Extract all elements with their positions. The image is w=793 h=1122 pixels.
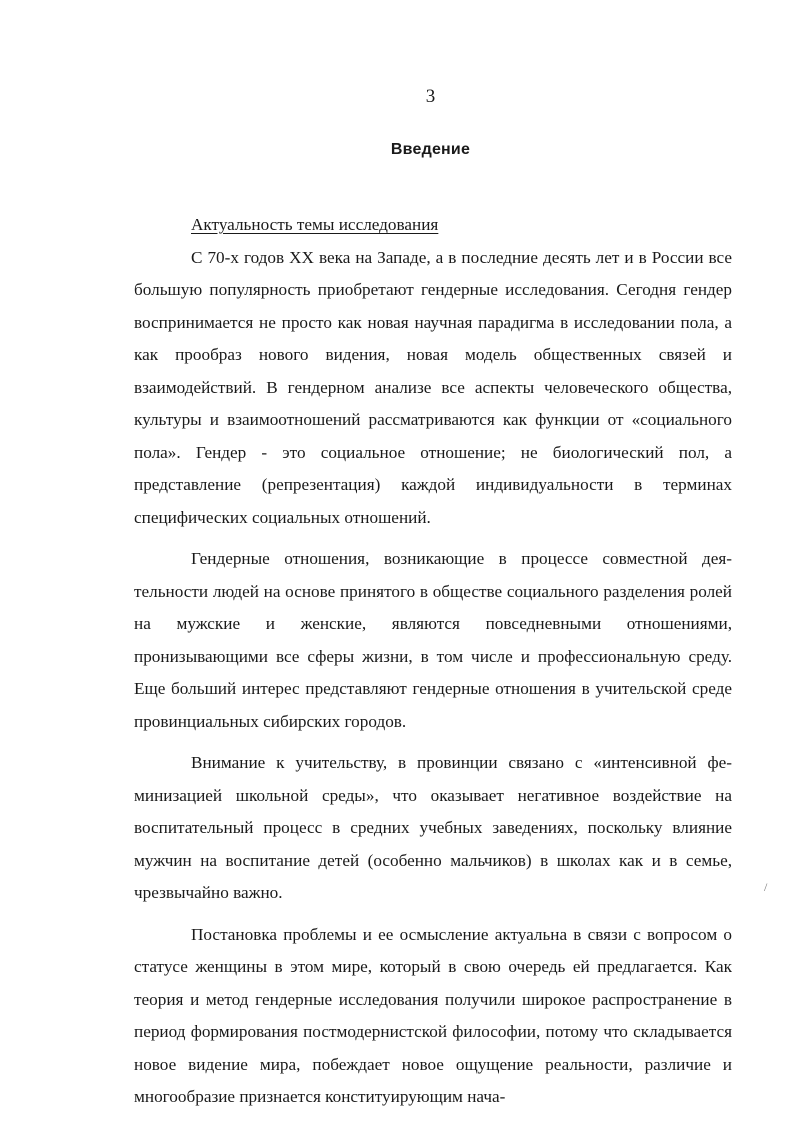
scan-mark: / — [764, 880, 768, 894]
page-number: 3 — [425, 86, 436, 107]
section-heading: Актуальность темы исследования — [191, 215, 439, 234]
body-text — [134, 209, 732, 1114]
paragraph-3: Внимание к учительству, в провинции связано с «интенсивной феминизацией школьной среды», что оказывает негативное воздействие на воспитательный процесс в средних учебных заведениях, поскольку влияние мужчин на воспитание детей (особенно мальчиков) в школах как и в семье, чрезвычайно важно. — [134, 753, 732, 902]
paragraph-2: Гендерные отношения, возникающие в процессе совместной деятельности людей на основе принятого в обществе социального разделения ролей на мужские и женские, являются повседневными отношениями, пронизывающими все сферы жизни, в том числе и профессиональную среду. Еще больший интерес представляют гендерные отношения в учительской среде провинциальных сибирских городов. — [134, 549, 732, 731]
paragraph-1: С 70-х годов XX века на Западе, а в последние десять лет и в России все большую популярность приобретают гендерные исследования. Сегодня гендер воспринимается не просто как новая научная парадигма в исследовании пола, а как прообраз нового видения, новая модель общественных связей и взаимодействий. В гендерном анализе все аспекты человеческого общества, культуры и взаимоотношений рассматриваются как функции от «социального пола». Гендер - это социальное отношение; не биологический пол, а представление (репрезентация) каждой индивидуальности в терминах специфических социальных отношений. — [134, 247, 732, 527]
paragraph-4: Постановка проблемы и ее осмысление актуальна в связи с вопросом о статусе женщины в этом мире, который в свою очередь ей предлагается. Как теория и метод гендерные исследования получили широкое распространение в период формирования постмодернистской философии, потому что складывается новое видение мира, побеждает новое ощущение реальности, различие и многообразие признается конституирующим нача- — [134, 924, 732, 1106]
page-title: Введение — [390, 141, 471, 158]
